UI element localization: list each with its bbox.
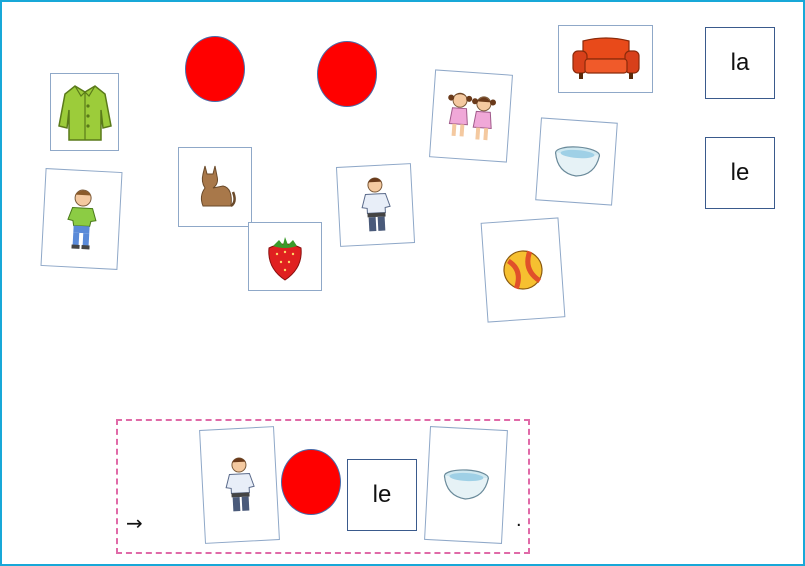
coat-icon [57, 80, 113, 144]
bowl-card[interactable] [535, 117, 618, 205]
sofa-card[interactable] [558, 25, 653, 93]
bowl-icon [440, 466, 492, 505]
red-dot[interactable] [317, 41, 377, 107]
cat-card[interactable] [178, 147, 252, 227]
coat-card[interactable] [50, 73, 119, 151]
sentence-period: . [516, 509, 522, 531]
girls-icon [441, 89, 500, 143]
boy-in-shirt-icon [354, 174, 397, 236]
sentence-boy-card[interactable] [199, 426, 280, 544]
boy-card[interactable] [40, 168, 122, 270]
red-dot[interactable] [185, 36, 245, 102]
boy-in-shirt-icon [218, 452, 261, 518]
bowl-icon [550, 142, 602, 181]
cat-icon [193, 162, 237, 212]
sentence-bowl-card[interactable] [424, 426, 508, 544]
boy-icon [58, 185, 105, 253]
strawberry-icon [263, 232, 307, 282]
word-card-la[interactable]: la [705, 27, 775, 99]
ball-icon [500, 247, 547, 294]
boy-in-shirt-card[interactable] [336, 163, 415, 247]
sentence-word-le[interactable]: le [347, 459, 417, 531]
word-card-le[interactable]: le [705, 137, 775, 209]
girls-card[interactable] [429, 69, 513, 162]
sentence-red-dot[interactable] [281, 449, 341, 515]
ball-card[interactable] [481, 217, 566, 322]
sentence-arrow: → [126, 511, 143, 535]
strawberry-card[interactable] [248, 222, 322, 291]
sofa-icon [571, 35, 641, 83]
